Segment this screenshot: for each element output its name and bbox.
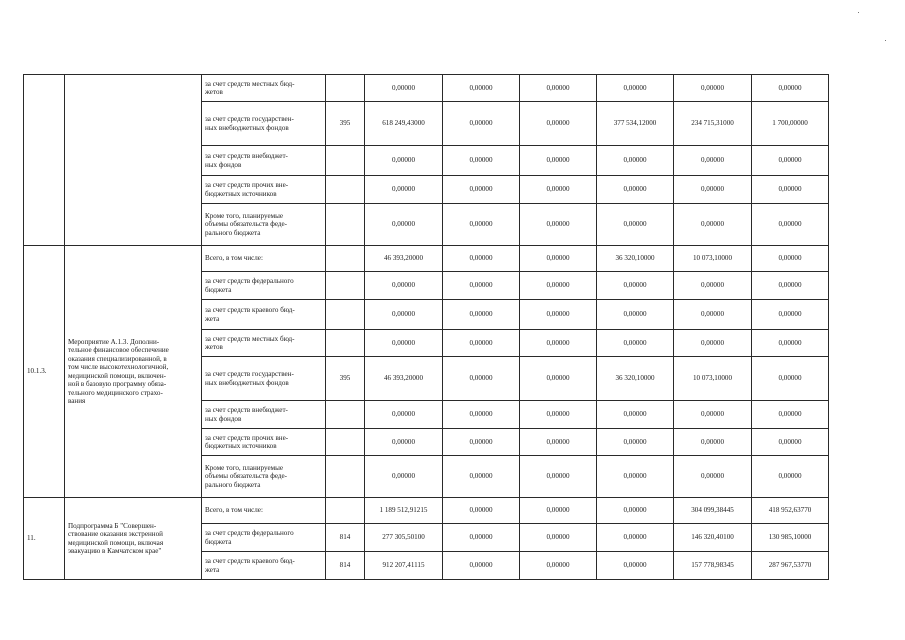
amount-cell: 0,00000 — [674, 330, 752, 357]
amount-cell: 146 320,40100 — [674, 524, 752, 552]
amount-cell: 0,00000 — [520, 552, 597, 580]
amount-cell: 0,00000 — [752, 246, 829, 272]
amount-cell: 0,00000 — [365, 176, 443, 204]
amount-cell: 0,00000 — [365, 272, 443, 300]
amount-cell: 157 778,98345 — [674, 552, 752, 580]
amount-cell: 0,00000 — [520, 357, 597, 401]
funding-source: за счет средств прочих вне- бюджетных источников — [202, 429, 326, 456]
table-body — [24, 75, 829, 580]
amount-cell: 0,00000 — [520, 102, 597, 146]
amount-cell: 0,00000 — [752, 429, 829, 456]
amount-cell: 0,00000 — [674, 204, 752, 246]
amount-cell: 0,00000 — [520, 246, 597, 272]
budget-code — [326, 330, 365, 357]
amount-cell: 0,00000 — [674, 300, 752, 330]
funding-source: за счет средств государствен- ных внебюджетных фондов — [202, 102, 326, 146]
item-number: 10.1.3. — [24, 246, 65, 498]
amount-cell: 0,00000 — [674, 146, 752, 176]
budget-table — [23, 74, 829, 580]
funding-source: за счет средств внебюджет- ных фондов — [202, 401, 326, 429]
amount-cell: 0,00000 — [443, 102, 520, 146]
funding-source: Кроме того, планируемые объемы обязательств феде- рального бюджета — [202, 204, 326, 246]
funding-source: за счет средств государствен- ных внебюджетных фондов — [202, 357, 326, 401]
amount-cell: 0,00000 — [520, 524, 597, 552]
amount-cell: 0,00000 — [752, 204, 829, 246]
amount-cell: 0,00000 — [520, 176, 597, 204]
amount-cell: 0,00000 — [752, 330, 829, 357]
amount-cell: 0,00000 — [443, 401, 520, 429]
amount-cell: 1 189 512,91215 — [365, 498, 443, 524]
budget-code — [326, 204, 365, 246]
amount-cell: 0,00000 — [365, 401, 443, 429]
amount-cell: 0,00000 — [365, 456, 443, 498]
amount-cell: 0,00000 — [597, 176, 674, 204]
amount-cell: 46 393,20000 — [365, 246, 443, 272]
item-number: 11. — [24, 498, 65, 580]
amount-cell: 0,00000 — [443, 246, 520, 272]
scan-speck — [885, 40, 886, 41]
amount-cell: 0,00000 — [674, 429, 752, 456]
amount-cell: 0,00000 — [597, 272, 674, 300]
amount-cell: 912 207,41115 — [365, 552, 443, 580]
funding-source: за счет средств внебюджет- ных фондов — [202, 146, 326, 176]
amount-cell: 0,00000 — [597, 401, 674, 429]
amount-cell: 0,00000 — [752, 176, 829, 204]
funding-source: за счет средств федерального бюджета — [202, 272, 326, 300]
amount-cell: 0,00000 — [752, 401, 829, 429]
amount-cell: 0,00000 — [443, 357, 520, 401]
amount-cell: 0,00000 — [443, 330, 520, 357]
amount-cell: 0,00000 — [674, 401, 752, 429]
amount-cell: 0,00000 — [520, 146, 597, 176]
amount-cell: 0,00000 — [597, 300, 674, 330]
amount-cell: 234 715,31000 — [674, 102, 752, 146]
amount-cell: 304 099,38445 — [674, 498, 752, 524]
table-row — [24, 246, 829, 272]
amount-cell: 277 305,50100 — [365, 524, 443, 552]
scan-speck — [858, 12, 859, 13]
amount-cell: 10 073,10000 — [674, 246, 752, 272]
item-number — [24, 75, 65, 246]
amount-cell: 0,00000 — [597, 75, 674, 102]
amount-cell: 0,00000 — [443, 456, 520, 498]
budget-code — [326, 176, 365, 204]
amount-cell: 287 967,53770 — [752, 552, 829, 580]
funding-source: за счет средств прочих вне- бюджетных источников — [202, 176, 326, 204]
amount-cell: 418 952,63770 — [752, 498, 829, 524]
amount-cell: 10 073,10000 — [674, 357, 752, 401]
amount-cell: 0,00000 — [674, 456, 752, 498]
funding-source: за счет средств местных бюд- жетов — [202, 75, 326, 102]
amount-cell: 0,00000 — [597, 429, 674, 456]
amount-cell: 0,00000 — [674, 75, 752, 102]
funding-source: за счет средств краевого бюд- жета — [202, 552, 326, 580]
amount-cell: 0,00000 — [674, 272, 752, 300]
amount-cell: 0,00000 — [443, 300, 520, 330]
amount-cell: 0,00000 — [520, 272, 597, 300]
amount-cell: 0,00000 — [520, 204, 597, 246]
budget-code — [326, 498, 365, 524]
funding-source: Кроме того, планируемые объемы обязательств феде- рального бюджета — [202, 456, 326, 498]
budget-code: 814 — [326, 524, 365, 552]
budget-code: 395 — [326, 357, 365, 401]
amount-cell: 0,00000 — [443, 524, 520, 552]
amount-cell: 0,00000 — [752, 146, 829, 176]
amount-cell: 377 534,12000 — [597, 102, 674, 146]
amount-cell: 0,00000 — [520, 75, 597, 102]
amount-cell: 0,00000 — [443, 146, 520, 176]
budget-code: 814 — [326, 552, 365, 580]
amount-cell: 0,00000 — [443, 75, 520, 102]
amount-cell: 0,00000 — [597, 498, 674, 524]
amount-cell: 0,00000 — [752, 300, 829, 330]
budget-code — [326, 401, 365, 429]
amount-cell: 0,00000 — [443, 498, 520, 524]
item-name — [65, 75, 202, 246]
amount-cell: 0,00000 — [597, 456, 674, 498]
amount-cell: 0,00000 — [752, 456, 829, 498]
amount-cell: 36 320,10000 — [597, 357, 674, 401]
amount-cell: 0,00000 — [520, 498, 597, 524]
table-row — [24, 75, 829, 102]
table-row — [24, 498, 829, 524]
budget-code — [326, 75, 365, 102]
amount-cell: 0,00000 — [597, 552, 674, 580]
amount-cell: 0,00000 — [443, 552, 520, 580]
amount-cell: 0,00000 — [365, 204, 443, 246]
amount-cell: 0,00000 — [597, 204, 674, 246]
budget-code — [326, 246, 365, 272]
budget-code — [326, 456, 365, 498]
budget-code — [326, 429, 365, 456]
amount-cell: 0,00000 — [365, 429, 443, 456]
amount-cell: 0,00000 — [752, 357, 829, 401]
amount-cell: 46 393,20000 — [365, 357, 443, 401]
amount-cell: 0,00000 — [520, 456, 597, 498]
amount-cell: 0,00000 — [443, 429, 520, 456]
amount-cell: 0,00000 — [520, 429, 597, 456]
budget-code: 395 — [326, 102, 365, 146]
funding-source: за счет средств местных бюд- жетов — [202, 330, 326, 357]
amount-cell: 0,00000 — [597, 524, 674, 552]
amount-cell: 0,00000 — [752, 272, 829, 300]
amount-cell: 0,00000 — [443, 204, 520, 246]
budget-code — [326, 272, 365, 300]
amount-cell: 0,00000 — [365, 330, 443, 357]
amount-cell: 0,00000 — [365, 300, 443, 330]
item-name: Мероприятие А.1.3. Дополни- тельное финансовое обеспечение оказания специализированной, в том числе высокотехнологичной, медицинской помощи, включен- ной в базовую программу обяза- тельного медицинского страхо- вания — [65, 246, 202, 498]
budget-code — [326, 146, 365, 176]
budget-code — [326, 300, 365, 330]
amount-cell: 1 700,00000 — [752, 102, 829, 146]
funding-source: Всего, в том числе: — [202, 498, 326, 524]
amount-cell: 0,00000 — [443, 176, 520, 204]
amount-cell: 0,00000 — [443, 272, 520, 300]
amount-cell: 0,00000 — [597, 146, 674, 176]
amount-cell: 0,00000 — [365, 75, 443, 102]
amount-cell: 0,00000 — [520, 401, 597, 429]
amount-cell: 130 985,10000 — [752, 524, 829, 552]
amount-cell: 0,00000 — [674, 176, 752, 204]
amount-cell: 0,00000 — [752, 75, 829, 102]
amount-cell: 36 320,10000 — [597, 246, 674, 272]
funding-source: Всего, в том числе: — [202, 246, 326, 272]
funding-source: за счет средств федерального бюджета — [202, 524, 326, 552]
amount-cell: 0,00000 — [597, 330, 674, 357]
amount-cell: 618 249,43000 — [365, 102, 443, 146]
amount-cell: 0,00000 — [520, 300, 597, 330]
item-name: Подпрограмма Б "Совершен- ствование оказания экстренной медицинской помощи, включая эвакуацию в Камчатском крае" — [65, 498, 202, 580]
amount-cell: 0,00000 — [365, 146, 443, 176]
funding-source: за счет средств краевого бюд- жета — [202, 300, 326, 330]
amount-cell: 0,00000 — [520, 330, 597, 357]
